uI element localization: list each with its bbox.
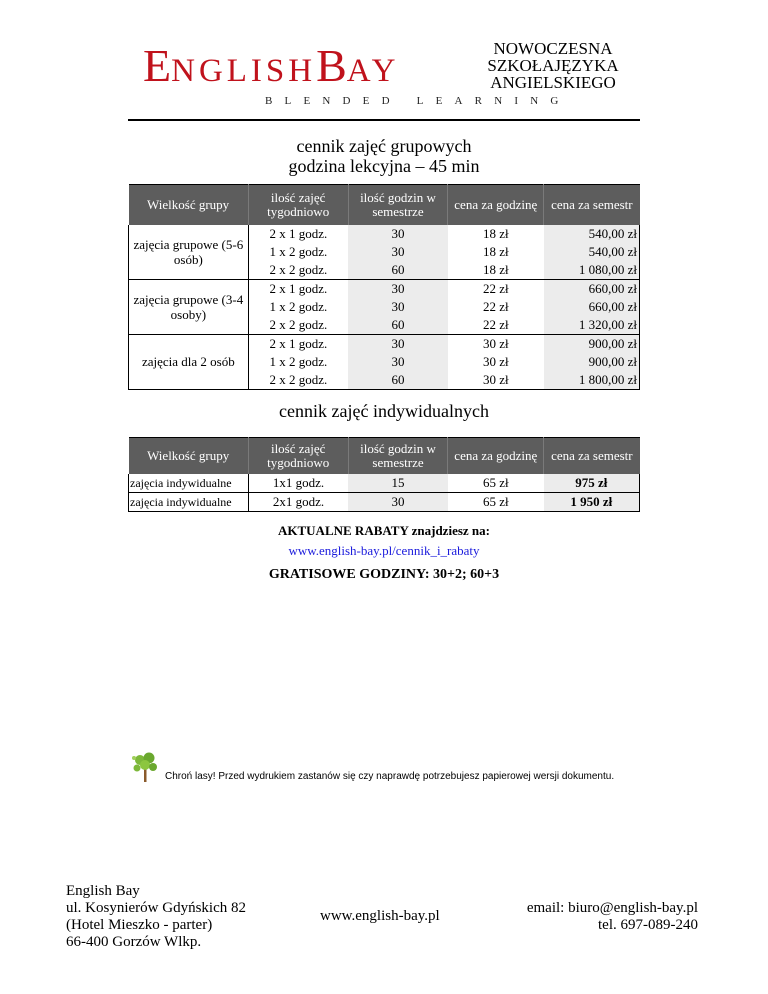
table-cell: 1 x 2 godz. [248,353,348,371]
table-cell: 1 800,00 zł [544,371,640,390]
discounts-link[interactable]: www.english-bay.pl/cennik_i_rabaty [288,543,480,558]
table-cell: 30 [348,334,448,353]
table-cell: 30 [348,298,448,316]
table-cell: 2 x 1 godz. [248,225,348,243]
individual-pricing-title: cennik zajęć indywidualnych [279,401,489,421]
table-cell: 60 [348,371,448,390]
table-cell: 540,00 zł [544,243,640,261]
tree-icon [130,750,160,784]
header-weekly-lessons: ilość zajęć tygodniowo [248,185,348,225]
header-hourly-price: cena za godzinę [448,185,544,225]
footer-website-link[interactable]: www.english-bay.pl [320,908,440,924]
group-name-cell: zajęcia grupowe (5-6 osób) [129,225,249,280]
group-name-cell: zajęcia grupowe (3-4 osoby) [129,279,249,334]
table-cell: 22 zł [448,298,544,316]
table-cell: 65 zł [448,493,544,512]
header-group-size: Wielkość grupy [129,185,249,225]
group-pricing-title: cennik zajęć grupowych [296,136,472,156]
table-cell: 30 zł [448,334,544,353]
header-group-size: Wielkość grupy [129,438,249,474]
footer-contact [527,900,698,934]
logo-wordmark: ENGLISHBAY [143,40,400,91]
table-cell: 60 [348,316,448,335]
free-hours-note: GRATISOWE GODZINY: 30+2; 60+3 [268,567,500,582]
table-row [129,334,640,353]
table-cell: 30 [348,353,448,371]
table-cell: 22 zł [448,316,544,335]
table-cell: 30 [348,279,448,298]
table-cell: 30 zł [448,371,544,390]
table-cell: 1 320,00 zł [544,316,640,335]
eco-print-note: Chroń lasy! Przed wydrukiem zastanów się czy naprawdę potrzebujesz papierowej wersji dokumentu. [165,771,615,782]
header-weekly-lessons: ilość zajęć tygodniowo [248,438,348,474]
table-row [129,493,640,512]
table-cell: 2 x 2 godz. [248,371,348,390]
group-pricing-table [128,184,640,390]
table-cell: 15 [348,474,448,493]
discounts-label: AKTUALNE RABATY znajdziesz na: [278,523,490,538]
header-semester-hours: ilość godzin w semestrze [348,185,448,225]
header-semester-price: cena za semestr [544,185,640,225]
table-cell: 30 [348,243,448,261]
table-cell: 30 [348,493,448,512]
school-tagline: NOWOCZESNA SZKOŁAJĘZYKA ANGIELSKIEGO [487,39,619,92]
individual-pricing-table [128,437,640,512]
table-cell: 1 x 2 godz. [248,298,348,316]
table-cell: 2 x 2 godz. [248,316,348,335]
table-cell: 65 zł [448,474,544,493]
table-cell: 900,00 zł [544,353,640,371]
table-cell: 660,00 zł [544,298,640,316]
header-divider [128,119,640,121]
table-row [129,225,640,243]
header-semester-hours: ilość godzin w semestrze [348,438,448,474]
lesson-duration-subtitle: godzina lekcyjna – 45 min [288,156,480,176]
table-cell: 1 080,00 zł [544,261,640,280]
table-cell: 1x1 godz. [248,474,348,493]
table-cell: 30 zł [448,353,544,371]
table-cell: 1 950 zł [544,493,640,512]
table-cell: 30 [348,225,448,243]
table-cell: 2x1 godz. [248,493,348,512]
table-row [129,474,640,493]
table-cell: 18 zł [448,225,544,243]
table-cell: 22 zł [448,279,544,298]
table-cell: zajęcia indywidualne [129,493,249,512]
table-cell: 2 x 2 godz. [248,261,348,280]
header [0,0,768,125]
table-cell: 1 x 2 godz. [248,243,348,261]
table-cell: 660,00 zł [544,279,640,298]
footer-email[interactable]: email: biuro@english-bay.pl [526,900,698,916]
header-hourly-price: cena za godzinę [448,438,544,474]
group-name-cell: zajęcia dla 2 osób [129,334,249,389]
footer-phone: tel. 697-089-240 [598,917,698,933]
table-row [129,279,640,298]
logo-subtitle: BLENDED LEARNING [265,95,571,107]
table-cell: 2 x 1 godz. [248,279,348,298]
table-cell: 2 x 1 godz. [248,334,348,353]
table-cell: 60 [348,261,448,280]
table-cell: 18 zł [448,243,544,261]
table-cell: 975 zł [544,474,640,493]
footer-address: English Bay ul. Kosynierów Gdyńskich 82 (Hotel Mieszko - parter) 66-400 Gorzów Wlkp. [66,883,246,950]
table-cell: 540,00 zł [544,225,640,243]
header-semester-price: cena za semestr [544,438,640,474]
table-cell: 900,00 zł [544,334,640,353]
table-cell: zajęcia indywidualne [129,474,249,493]
table-cell: 18 zł [448,261,544,280]
